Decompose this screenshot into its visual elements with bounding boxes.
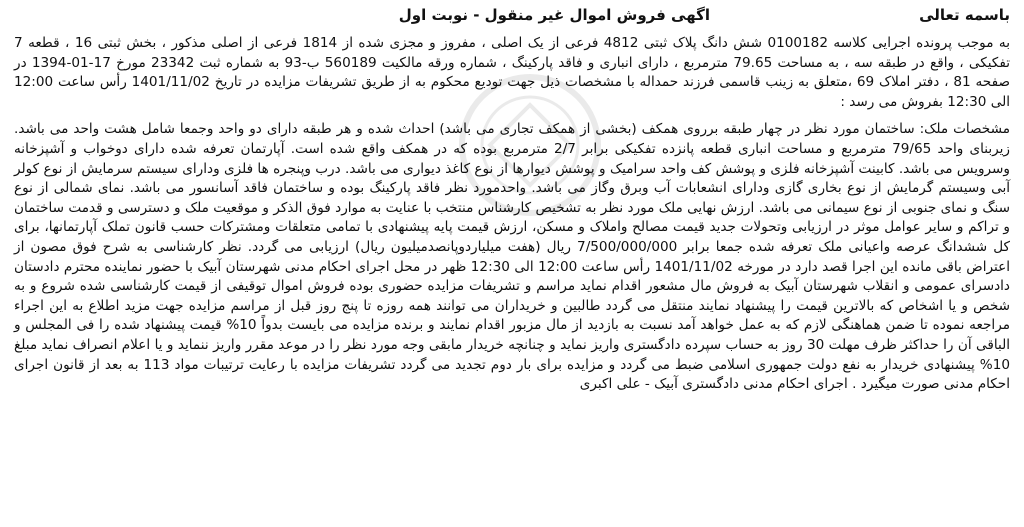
opening-phrase: باسمه تعالی (919, 6, 1010, 24)
notice-header (14, 6, 1010, 32)
intro-paragraph: به موجب پرونده اجرایی کلاسه 0100182 شش دانگ پلاک ثبتی 4812 فرعی از یک اصلی ، مفروز و مجزی شده از 1814 فرعی از اصلی مذکور ، بخش ثبتی 16 ، قطعه 7 تفکیکی ، واقع در طبقه سه ، به مساحت 79.65 مترمربع ، دارای انباری و فاقد پارکینگ ، شماره ورقه مالکیت 560189 ب-93 به شماره ثبت 23342 مورخ 17-01-1394 در صفحه 81 ، دفتر املاک 69 ،متعلق به زینب قاسمی فرزند حمداله با مشخصات ذیل جهت تودیع محکوم به از طریق تشریفات مزایده در تاریخ 1401/11/02 رأس ساعت 12:00 الی 12:30 بفروش می رسد : (14, 35, 1010, 110)
notice-title: اگهی فروش اموال غیر منقول - نوبت اول (398, 6, 710, 24)
property-specs-paragraph: مشخصات ملک: ساختمان مورد نظر در چهار طبقه برروی همکف (بخشی از همکف تجاری می باشد) احداث شده و هر طبقه دارای دو واحد وجمعا شامل هشت واحد می باشد. زیربنای واحد 79/65 مترمربع و مساحت انباری قطعه پانزده تفکیکی برابر 2/7 مترمربع بوده که در همکف واقع شده است. آپارتمان تعرفه شده دارای دوخواب و آشپزخانه وسرویس می باشد. کابینت آشپزخانه فلزی و پوشش کف واحد سرامیک و پوشش دیوارها از نوع کاغذ دیواری می باشد. درب وپنجره ها فلزی ودارای سیستم سرمایش از نوع کولر آبی وسیستم گرمایش از نوع بخاری گازی ودارای انشعابات آب وبرق وگاز می باشد. واحدمورد نظر فاقد پارکینگ بوده و ساختمان فاقد آسانسور می باشد. نمای شمالی از نوع سنگ و نمای جنوبی از نوع سیمانی می باشد. ارزش نهایی ملک مورد نظر به تشخیص کارشناس منتخب با عنایت به موارد فوق الذکر و موقعیت ملک و دسترسی و قدمت ساختمان و تراکم و سایر عوامل موثر در ارزیابی وتحولات جدید قیمت مصالح واملاک و مسکن، ارزش قیمت پایه پیشنهادی با تمامی متعلقات ومشترکات حسب قانون تملک آپارتمانها، برای کل ششدانگ عرصه واعیانی ملک تعرفه شده جمعا برابر 7/500/000/000 ریال (هفت میلیاردوپانصدمیلیون ریال) ارزیابی می گردد. نظر کارشناسی به شرح فوق مصون از اعتراض باقی مانده این اجرا قصد دارد در مورخه 1401/11/02 رأس ساعت 12:00 الی 12:30 ظهر در محل اجرای احکام مدنی شهرستان آبیک با حضور نماینده محترم دادستان دادسرای عمومی و انقلاب شهرستان آبیک به فروش مال مشعور اقدام نماید مراسم و تشریفات مزایده حضوری بوده فروش اموال توقیفی از قیمت کارشناسی شده شروع و به شخص و یا اشخاص که بالاترین قیمت را پیشنهاد نمایند منتقل می گردد طالبین و خریداران می توانند همه روزه تا پنج روز قبل از مراسم مزایده جهت مزید اطلاع به این اجراء مراجعه نموده تا ضمن هماهنگی لازم که به عمل خواهد آمد نسبت به بازدید از مال مزبور اقدام نمایند و برنده مزایده می بایست بدواً 10% قیمت پیشنهاد شده را فی المجلس و الباقی آن را حداکثر ظرف مهلت 30 روز به حساب سپرده دادگستری واریز نماید و چنانچه خریدار مابقی وجه مورد نظر را در موعد مقرر واریز ننماید و یا اعلام انصراف نماید مبلغ 10% پیشنهادی خریدار به نفع دولت جمهوری اسلامی ضبط می گردد و مزایده برای بار دوم تجدید می گردد تشریفات مزایده با رعایت ترتیبات مواد 113 به بعد از قانون اجرای احکام مدنی صورت میگیرد . اجرای احکام مدنی دادگستری آبیک - علی اکبری (14, 121, 1010, 393)
